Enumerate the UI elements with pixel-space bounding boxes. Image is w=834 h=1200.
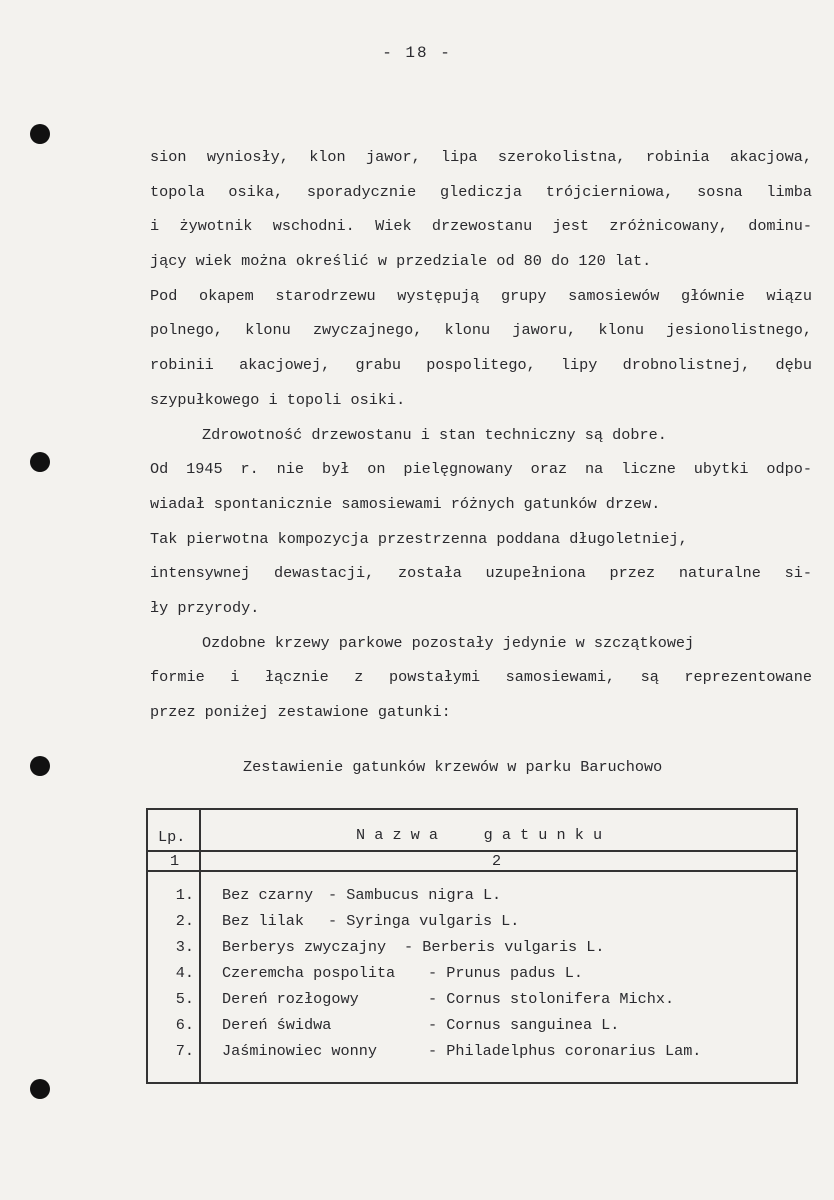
text-line: intensywnej dewastacji, została uzupełniona przez naturalne si- (150, 564, 812, 583)
column-number-1: 1 (170, 852, 180, 870)
row-lp: 4. (175, 964, 194, 982)
text-line: Od 1945 r. nie był on pielęgnowany oraz na liczne ubytki odpo- (150, 460, 812, 479)
text-line: topola osika, sporadycznie gledicz​ja trójcierniowa, sosna limba (150, 182, 812, 201)
row-lp: 5. (175, 990, 194, 1008)
row-latin-name: - Syringa vulgaris L. (328, 912, 520, 930)
row-latin-name: - Philadelphus coronarius Lam. (428, 1042, 702, 1060)
column-number-2: 2 (492, 852, 502, 870)
row-polish-name: Jaśminowiec wonny (222, 1042, 377, 1060)
punch-hole (30, 124, 50, 144)
text-line: formie i łącznie z powstałymi samosiewami, są reprezentowane (150, 668, 812, 687)
species-table (146, 808, 798, 1086)
text-line: ły przyrody. (150, 598, 260, 617)
punch-hole (30, 756, 50, 776)
text-line: Zdrowotność drzewostanu i stan techniczny są dobre. (202, 425, 667, 444)
text-line: wiadał spontanicznie samosiewami różnych gatunków drzew. (150, 494, 661, 513)
row-polish-name: Dereń rozłogowy (222, 990, 359, 1008)
row-latin-name: - Berberis vulgaris L. (404, 938, 605, 956)
row-polish-name: Berberys zwyczajny (222, 938, 387, 956)
row-polish-name: Dereń świdwa (222, 1016, 332, 1034)
table-number-rule (146, 870, 796, 872)
table-title: Zestawienie gatunków krzewów w parku Baruchowo (243, 758, 663, 776)
table-right-rule (796, 808, 798, 1084)
body-text (150, 140, 812, 730)
row-lp: 6. (175, 1016, 194, 1034)
table-column-rule (199, 808, 201, 1084)
row-latin-name: - Sambucus nigra L. (328, 886, 502, 904)
text-line: Pod okapem starodrzewu występują grupy samosiewów głównie wiązu (150, 286, 812, 305)
row-lp: 3. (175, 938, 194, 956)
row-lp: 2. (175, 912, 194, 930)
text-line: robinii akacjowej, grabu pospolitego, lipy drobnolistnej, dębu (150, 356, 812, 375)
table-top-rule (146, 808, 796, 810)
row-polish-name: Bez lilak (222, 912, 305, 930)
row-latin-name: - Cornus sanguinea L. (428, 1016, 620, 1034)
table-bottom-rule (146, 1082, 798, 1084)
row-polish-name: Bez czarny (222, 886, 314, 904)
table-header-rule (146, 850, 796, 852)
text-line: sion wyniosły, klon jawor, lipa szerokolistna, robinia akacjowa, (150, 148, 812, 166)
row-latin-name: - Prunus padus L. (428, 964, 583, 982)
row-lp: 7. (175, 1042, 194, 1060)
text-line: polnego, klonu zwyczajnego, klonu jaworu, klonu jesionolistnego, (150, 321, 812, 340)
punch-hole (30, 1079, 50, 1099)
text-line: przez poniżej zestawione gatunki: (150, 703, 451, 721)
text-line: i żywotnik wschodni. Wiek drzewostanu jest zróżnicowany, dominu- (150, 217, 812, 236)
header-lp: Lp. (158, 828, 186, 846)
text-line: Tak pierwotna kompozycja przestrzenna poddana długoletniej, (150, 529, 688, 548)
text-line: jący wiek można określić w przedziale od 80 do 120 lat. (150, 252, 652, 271)
text-line: szypułkowego i topoli osiki. (150, 390, 406, 409)
text-line: Ozdobne krzewy parkowe pozostały jedynie w szczątkowej (202, 633, 695, 652)
row-latin-name: - Cornus stolonifera Michx. (428, 990, 675, 1008)
row-lp: 1. (175, 886, 194, 904)
row-polish-name: Czeremcha pospolita (222, 964, 396, 982)
header-species-name: N a z w a g a t u n k u (356, 826, 603, 844)
page-number: - 18 - (382, 44, 452, 62)
punch-hole (30, 452, 50, 472)
